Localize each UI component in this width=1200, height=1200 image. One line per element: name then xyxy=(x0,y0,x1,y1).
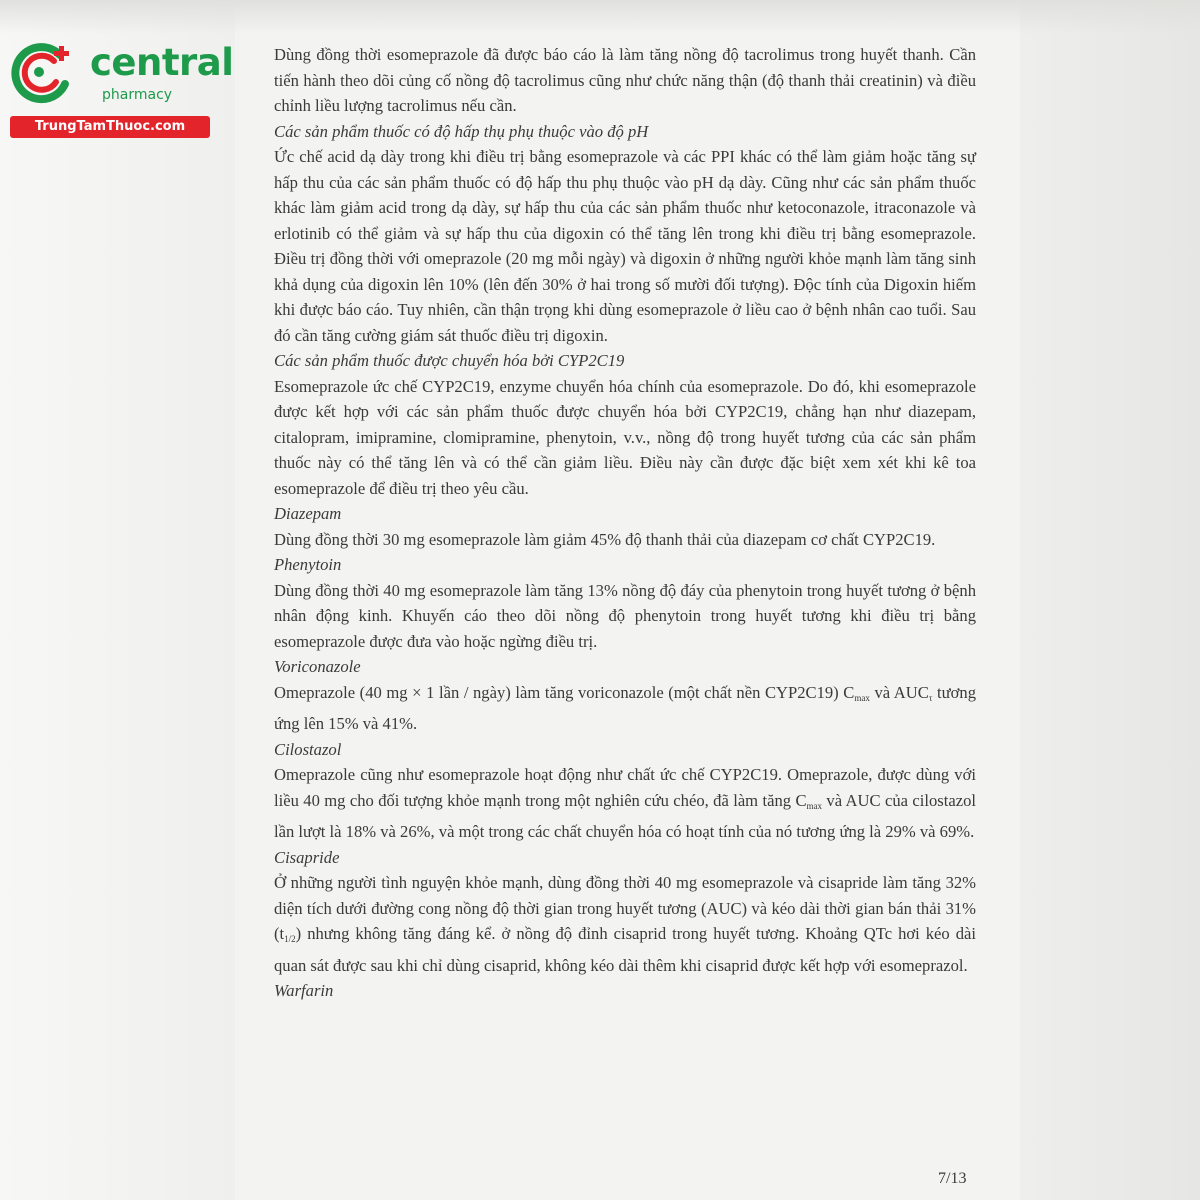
subscript: 1/2 xyxy=(284,934,296,944)
paragraph-cilostazol xyxy=(274,762,976,845)
text-run: Omeprazole cũng như esomeprazole hoạt động như chất ức chế CYP2C19. Omeprazole, được dùng với liều 40 mg cho đối tượng khỏe mạnh trong một nghiên cứu chéo, đã làm tăng C xyxy=(274,765,976,810)
brand-name: central xyxy=(90,41,234,84)
page-margin-left xyxy=(0,0,235,1200)
text-run: tương ứng lên 15% và 41%. xyxy=(274,682,976,733)
subscript: max xyxy=(854,692,870,703)
paragraph-voriconazole xyxy=(274,680,976,737)
heading-phenytoin: Phenytoin xyxy=(274,555,342,574)
subscript: max xyxy=(806,800,823,811)
document-body xyxy=(274,42,976,1004)
text-run: ) nhưng không tăng đáng kể. ở nồng độ đỉnh cisaprid trong huyết tương. Khoảng QTc hơi kéo dài quan sát được sau khi chỉ dùng cisaprid, không kéo dài thêm khi cisaprid được kết hợp với esomeprazol. xyxy=(274,924,976,975)
page-number: 7/13 xyxy=(938,1170,967,1187)
paragraph-tacrolimus: Dùng đồng thời esomeprazole đã được báo cáo là làm tăng nồng độ tacrolimus trong huyết thanh. Cần tiến hành theo dõi củng cố nồng độ tacrolimus cũng như chức năng thận (độ thanh thải creatinin) và điều chỉnh liều lượng tacrolimus nếu cần. xyxy=(274,45,976,115)
text-run: Ở những người tình nguyện khỏe mạnh, dùng đồng thời 40 mg esomeprazole và cisapride làm tăng 32% diện tích dưới đường cong nồng độ thời gian trong huyết tương (AUC) và kéo dài thời gian bán thải 31% (t xyxy=(274,873,976,943)
paragraph-cyp2c19: Esomeprazole ức chế CYP2C19, enzyme chuyển hóa chính của esomeprazole. Do đó, khi esomeprazole được kết hợp với các sản phẩm thuốc được chuyển hóa bởi CYP2C19, chẳng hạn như diazepam, citalopram, imipramine, clomipramine, phenytoin, v.v., nồng độ trong huyết tương của các sản phẩm thuốc này có thể tăng lên và có thể cần giảm liều. Điều này cần được đặc biệt xem xét khi kê toa esomeprazole để điều trị theo yêu cầu. xyxy=(274,376,976,498)
text-run: và AUC của cilostazol lần lượt là 18% và 26%, và một trong các chất chuyển hóa có hoạt tính của nó tương ứng là 29% và 69%. xyxy=(274,790,976,841)
paragraph-phenytoin: Dùng đồng thời 40 mg esomeprazole làm tăng 13% nồng độ đáy của phenytoin trong huyết tương ở bệnh nhân động kinh. Khuyến cáo theo dõi nồng độ phenytoin trong huyết tương khi điều trị bằng esomeprazole được đưa vào hoặc ngừng điều trị. xyxy=(274,580,976,651)
heading-cyp2c19: Các sản phẩm thuốc được chuyển hóa bởi CYP2C19 xyxy=(274,351,625,370)
heading-diazepam: Diazepam xyxy=(274,504,342,523)
page-margin-right xyxy=(1020,0,1200,1200)
pharmacy-c-cross-icon xyxy=(10,40,76,106)
central-pharmacy-logo[interactable] xyxy=(10,34,234,138)
brand-subtitle: pharmacy xyxy=(102,87,173,103)
paragraph-cisapride xyxy=(274,870,976,978)
paragraph-diazepam: Dùng đồng thời 30 mg esomeprazole làm giảm 45% độ thanh thải của diazepam cơ chất CYP2C19. xyxy=(274,529,936,549)
heading-cilostazol: Cilostazol xyxy=(274,739,342,759)
top-scan-shadow xyxy=(0,0,1200,34)
text-run: và AUC xyxy=(869,682,929,702)
paragraph-ph-dependent: Ức chế acid dạ dày trong khi điều trị bằng esomeprazole và các PPI khác có thể làm giảm hoặc tăng sự hấp thu của các sản phẩm thuốc có độ hấp thu phụ thuộc vào pH dạ dày. Cũng như các sản phẩm thuốc khác làm giảm acid trong dạ dày, sự hấp thu của các sản phẩm thuốc như ketoconazole, itraconazole và erlotinib có thể giảm và sự hấp thu của digoxin có thể tăng lên trong khi điều trị bằng esomeprazole. Điều trị đồng thời với omeprazole (20 mg mỗi ngày) và digoxin ở những người khỏe mạnh làm tăng sinh khả dụng của digoxin lên 10% (lên đến 30% ở hai trong số mười đối tượng). Độc tính của Digoxin hiếm khi được báo cáo. Tuy nhiên, cần thận trọng khi dùng esomeprazole ở liều cao ở bệnh nhân cao tuổi. Sau đó cần tăng cường giám sát thuốc điều trị digoxin. xyxy=(274,147,976,345)
heading-warfarin: Warfarin xyxy=(274,981,334,1000)
subscript: τ xyxy=(928,692,933,703)
text-run: Omeprazole (40 mg × 1 lần / ngày) làm tăng voriconazole (một chất nền CYP2C19) C xyxy=(274,682,855,702)
brand-site-banner: TrungTamThuoc.com xyxy=(10,116,210,138)
heading-voriconazole: Voriconazole xyxy=(274,657,361,676)
heading-cisapride: Cisapride xyxy=(274,847,340,867)
heading-ph-dependent: Các sản phẩm thuốc có độ hấp thụ phụ thuộc vào độ pH xyxy=(274,121,649,141)
